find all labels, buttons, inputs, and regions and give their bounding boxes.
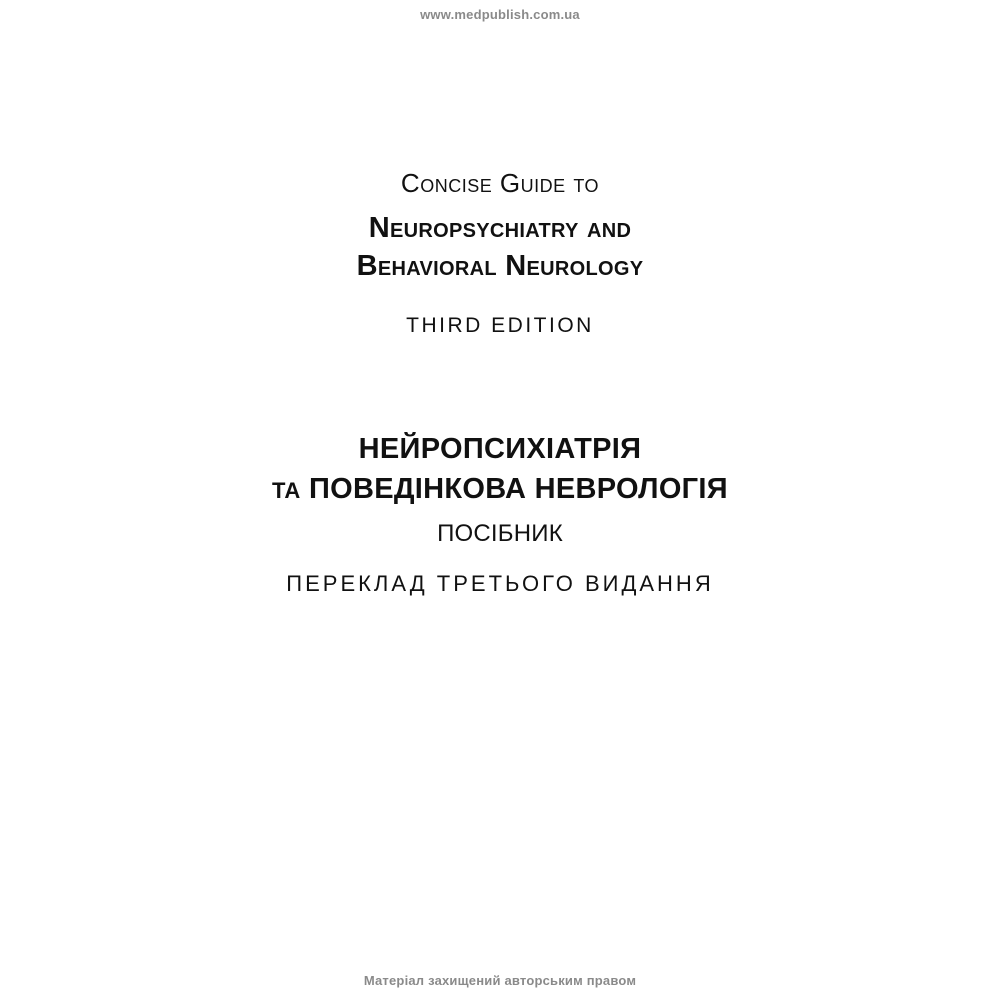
ukrainian-title-prefix: ТА bbox=[272, 478, 301, 503]
ukrainian-title-main: ПОВЕДІНКОВА НЕВРОЛОГІЯ bbox=[308, 473, 728, 505]
ukrainian-title-line-2 bbox=[0, 473, 1000, 506]
english-subtitle: Concise Guide to bbox=[400, 168, 600, 198]
ukrainian-edition: ПЕРЕКЛАД ТРЕТЬОГО ВИДАННЯ bbox=[286, 571, 714, 596]
ukrainian-subtitle: ПОСІБНИК bbox=[437, 520, 563, 547]
copyright-watermark: Матеріал захищений авторським правом bbox=[363, 973, 637, 988]
english-title-line-1: Neuropsychiatry and bbox=[368, 212, 632, 244]
english-title-line-2: Behavioral Neurology bbox=[356, 250, 644, 282]
english-edition: THIRD EDITION bbox=[406, 314, 594, 337]
ukrainian-title-line-1: НЕЙРОПСИХІАТРІЯ bbox=[358, 433, 642, 465]
publisher-watermark: www.medpublish.com.ua bbox=[420, 7, 580, 22]
